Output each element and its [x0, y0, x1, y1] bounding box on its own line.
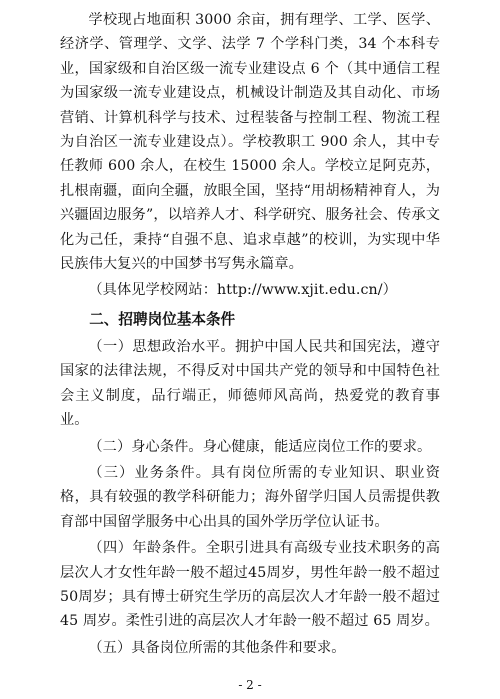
page-number: - 2 - — [238, 678, 262, 692]
condition-political: （一）思想政治水平。拥护中国人民共和国宪法，遵守国家的法律法规，不得反对中国共产党的领导和中国特色社会主义制度，品行端正，师德师风高尚，热爱党的教育事业。 — [60, 338, 440, 429]
condition-health: （二）身心条件。身心健康，能适应岗位工作的要求。 — [88, 438, 432, 455]
condition-other: （五）具备岗位所需的其他条件和要求。 — [88, 639, 346, 656]
condition-professional: （三）业务条件。具有岗位所需的专业知识、职业资格，具有较强的教学科研能力；海外留学归国人员需提供教育部中国留学服务中心出具的国外学历学位认证书。 — [60, 464, 440, 530]
section-heading: 二、招聘岗位基本条件 — [89, 310, 236, 328]
intro-paragraph: 学校现占地面积 3000 余亩，拥有理学、工学、医学、经济学、管理学、文学、法学 7 个学科门类，34 个本科专业，国家级和自治区级一流专业建设点 6 个（其中通信工程为国家级一流专业建设点，机械设计制造及其自动化、市场营销、计算机科学与技术、过程装备与控制工程、物流工程为自治区一流专业建设点）。学校教职工 900 余人，其中专任教师 600 余人，在校生 15000 余人。学校立足阿克苏，扎根南疆，面向全疆，放眼全国，坚持“用胡杨精神育人，为兴疆固边服务”，以培养人才、科学研究、服务社会、传承文化为己任，秉持“自强不息、追求卓越”的校训，为实现中华民族伟大复兴的中国梦书写隽永篇章。 — [60, 12, 440, 273]
condition-age: （四）年龄条件。全职引进具有高级专业技术职务的高层次人才女性年龄一般不超过45周岁，男性年龄一般不超过50周岁；具有博士研究生学历的高层次人才年龄一般不超过 45 周岁。柔性引进的高层次人才年龄一般不超过 65 周岁。 — [60, 540, 440, 630]
website-note: （具体见学校网站：http://www.xjit.edu.cn/） — [88, 282, 397, 299]
